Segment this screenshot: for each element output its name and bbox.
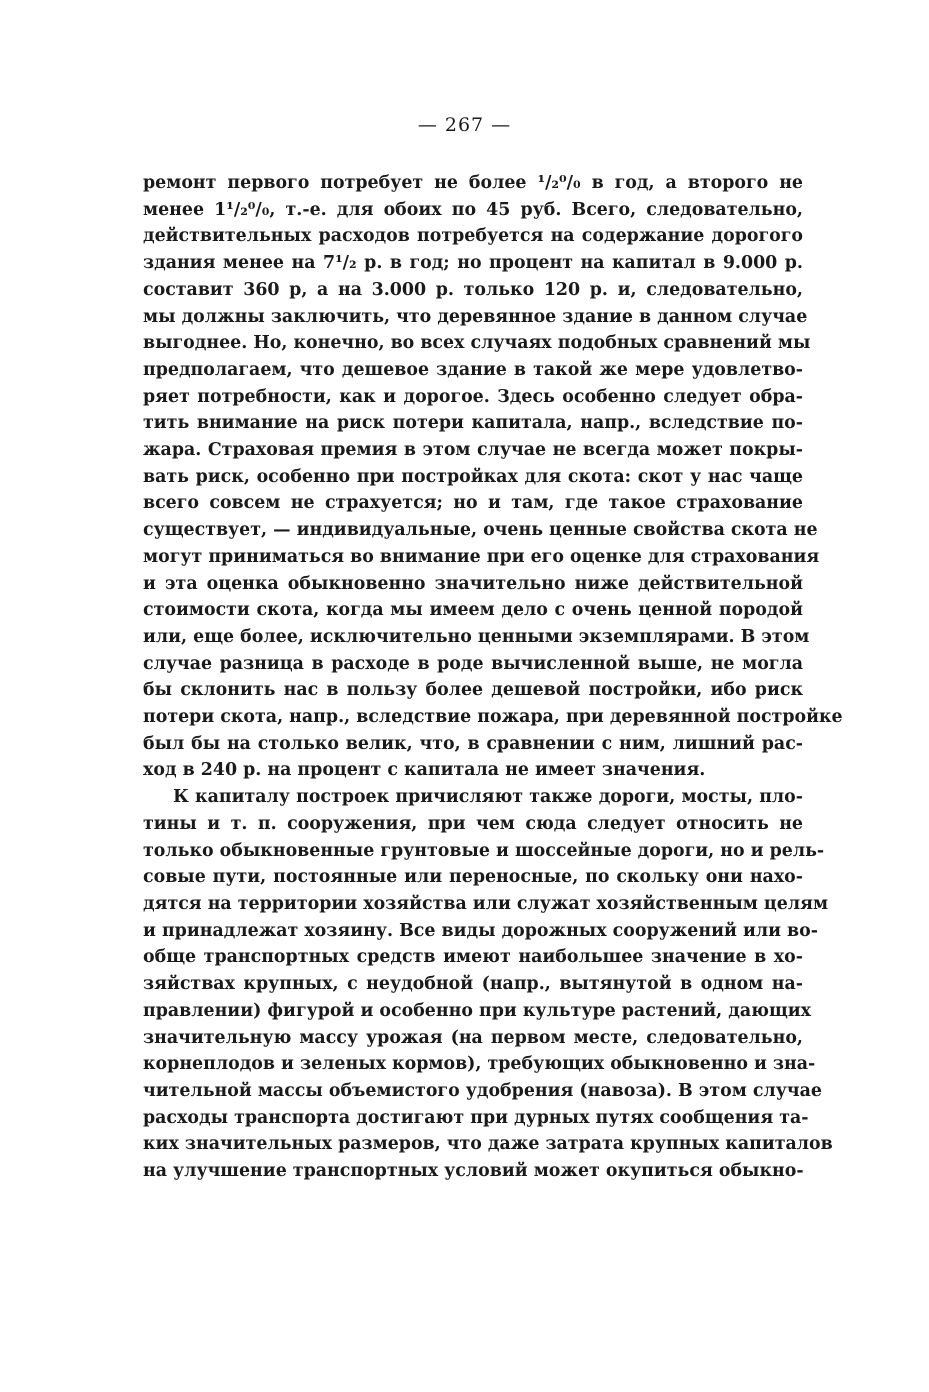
- text-line: существует, — индивидуальные, очень ценные свойства скота не: [143, 520, 818, 541]
- text-line: здания менее на 7¹/₂ р. в год; но процент на капитал в 9.000 р.: [143, 253, 803, 274]
- text-line: всего совсем не страхуется; но и там, где такое страхование: [143, 493, 803, 514]
- text-line: ход в 240 р. на процент с капитала не имеет значения.: [143, 760, 706, 781]
- text-line: потери скота, напр., вследствие пожара, при деревянной постройке: [143, 707, 843, 728]
- text-line: вать риск, особенно при постройках для скота: скот у нас чаще: [143, 466, 803, 487]
- text-line: правлении) фигурой и особенно при культуре растений, дающих: [143, 1000, 812, 1021]
- text-line: стоимости скота, когда мы имеем дело с очень ценной породой: [143, 600, 803, 621]
- text-line: менее 1¹/₂⁰/₀, т.-е. для обоих по 45 руб. Всего, следовательно,: [143, 199, 803, 220]
- text-line: значительную массу урожая (на первом месте, следовательно,: [143, 1027, 803, 1048]
- text-line: мы должны заключить, что деревянное здание в данном случае: [143, 306, 808, 327]
- text-line: или, еще более, исключительно ценными экземплярами. В этом: [143, 626, 810, 647]
- text-line: обще транспортных средств имеют наибольшее значение в хо-: [143, 947, 803, 968]
- text-line: действительных расходов потребуется на содержание дорогого: [143, 226, 803, 247]
- text-line: на улучшение транспортных условий может окупиться обыкно-: [143, 1161, 804, 1182]
- text-line: бы склонить нас в пользу более дешевой постройки, ибо риск: [143, 680, 803, 701]
- text-line: только обыкновенные грунтовые и шоссейные дороги, но и рель-: [143, 840, 825, 861]
- body-text: [143, 170, 843, 1185]
- text-line: совые пути, постоянные или переносные, по скольку они нахо-: [143, 867, 803, 888]
- text-line: и эта оценка обыкновенно значительно ниже действительной: [143, 573, 803, 594]
- text-line: чительной массы объемистого удобрения (навоза). В этом случае: [143, 1080, 822, 1101]
- paragraph: [143, 784, 833, 1185]
- text-line: тить внимание на риск потери капитала, напр., вследствие по-: [143, 413, 803, 434]
- paragraph: [143, 170, 843, 784]
- text-line: расходы транспорта достигают при дурных путях сообщения та-: [143, 1107, 809, 1128]
- text-line: жара. Страховая премия в этом случае не всегда может покры-: [143, 440, 803, 461]
- text-line: был бы на столько велик, что, в сравнении с ним, лишний рас-: [143, 733, 803, 754]
- text-line: зяйствах крупных, с неудобной (напр., вытянутой в одном на-: [143, 974, 803, 995]
- text-line: ких значительных размеров, что даже затрата крупных капиталов: [143, 1134, 833, 1155]
- text-line: дятся на территории хозяйства или служат хозяйственным целям: [143, 893, 829, 914]
- text-line: корнеплодов и зеленых кормов), требующих обыкновенно и зна-: [143, 1054, 816, 1075]
- text-line: тины и т. п. сооружения, при чем сюда следует относить не: [143, 813, 803, 834]
- text-line: ряет потребности, как и дорогое. Здесь особенно следует обра-: [143, 386, 803, 407]
- text-line: выгоднее. Но, конечно, во всех случаях подобных сравнений мы: [143, 333, 811, 354]
- text-line: составит 360 р, а на 3.000 р. только 120 р. и, следовательно,: [143, 279, 803, 300]
- text-line: случае разница в расходе в роде вычисленной выше, не могла: [143, 653, 803, 674]
- text-line: К капиталу построек причисляют также дороги, мосты, пло-: [173, 787, 803, 808]
- text-line: могут приниматься во внимание при его оценке для страхования: [143, 546, 820, 567]
- page-number: — 267 —: [417, 114, 512, 136]
- text-line: ремонт первого потребует не более ¹/₂⁰/₀ в год, а второго не: [143, 173, 803, 193]
- text-line: предполагаем, что дешевое здание в такой же мере удовлетво-: [143, 359, 803, 380]
- text-line: и принадлежат хозяину. Все виды дорожных сооружений или во-: [143, 920, 818, 941]
